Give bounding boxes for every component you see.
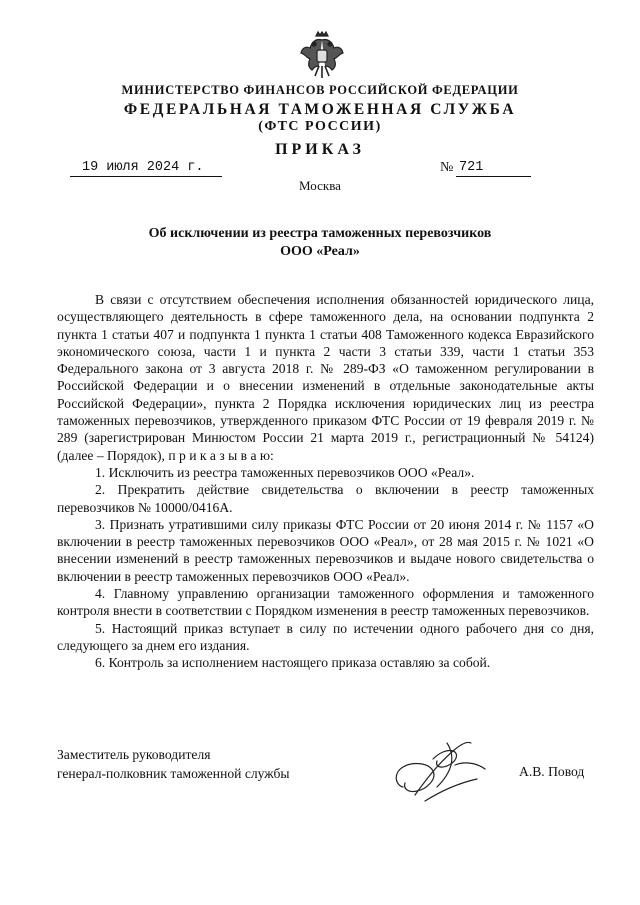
order-item-2: 2. Прекратить действие свидетельства о включении в реестр таможенных перевозчиков № 10000/0416А. bbox=[57, 482, 594, 515]
handwritten-signature bbox=[385, 735, 500, 810]
order-item-1: 1. Исключить из реестра таможенных перевозчиков ООО «Реал». bbox=[95, 464, 475, 480]
order-item-3: 3. Признать утратившими силу приказы ФТС России от 20 июня 2014 г. № 1157 «О включении в реестр таможенных перевозчиков ООО «Реал», от 28 мая 2015 г. № 1021 «О внесении изменений в реестр таможенных перевозчиков и выдаче нового свидетельства о включении в реестр таможенных перевозчиков ООО «Реал». bbox=[57, 516, 594, 584]
order-item-5: 5. Настоящий приказ вступает в силу по истечении одного рабочего дня со дня, следующего за днем его издания. bbox=[57, 620, 594, 653]
city: Москва bbox=[299, 178, 341, 193]
ministry-name: МИНИСТЕРСТВО ФИНАНСОВ РОССИЙСКОЙ ФЕДЕРАЦИИ bbox=[121, 83, 519, 97]
document-type: ПРИКАЗ bbox=[275, 141, 365, 158]
order-item-4: 4. Главному управлению организации таможенного оформления и таможенного контроля внести в соответствии с Порядком изменения в реестр таможенных перевозчиков. bbox=[57, 586, 594, 619]
service-name: ФЕДЕРАЛЬНАЯ ТАМОЖЕННАЯ СЛУЖБА bbox=[123, 101, 517, 118]
signatory-position-line2: генерал-полковник таможенной службы bbox=[57, 766, 290, 781]
order-date: 19 июля 2024 г. bbox=[70, 160, 222, 177]
document-title-line1: Об исключении из реестра таможенных перевозчиков bbox=[148, 226, 492, 241]
signatory-name: А.В. Повод bbox=[519, 764, 585, 779]
document-title-line2: ООО «Реал» bbox=[280, 244, 360, 259]
order-item-6: 6. Контроль за исполнением настоящего приказа оставляю за собой. bbox=[95, 655, 491, 671]
order-number: 721 bbox=[456, 160, 531, 177]
document-body bbox=[57, 291, 594, 672]
signatory-position bbox=[57, 745, 290, 783]
intro-paragraph: В связи с отсутствием обеспечения исполнения обязанностей юридического лица, осуществляющего деятельность в сфере таможенного дела, на основании подпункта 2 пункта 1 статьи 407 и подпункта 1 пункта 1 статьи 408 Таможенного кодекса Евразийского экономического союза, части 1 и пункта 2 части 3 статьи 339, части 1 статьи 353 Федерального закона от 3 августа 2018 г. № 289-ФЗ «О таможенном регулировании в Российской Федерации и о внесении изменений в отдельные законодательные акты Российской Федерации», пункта 2 Порядка исключения юридических лиц из реестра таможенных перевозчиков, утвержденного приказом ФТС России от 19 февраля 2019 г. № 289 (зарегистрирован Минюстом России 21 марта 2019 г., регистрационный № 54124) (далее – Порядок), п р и к а з ы в а ю: bbox=[57, 292, 594, 463]
signatory-position-line1: Заместитель руководителя bbox=[57, 747, 211, 762]
coat-of-arms-icon bbox=[300, 30, 344, 82]
service-abbreviation: (ФТС РОССИИ) bbox=[258, 119, 382, 134]
order-number-label: № bbox=[440, 160, 454, 175]
